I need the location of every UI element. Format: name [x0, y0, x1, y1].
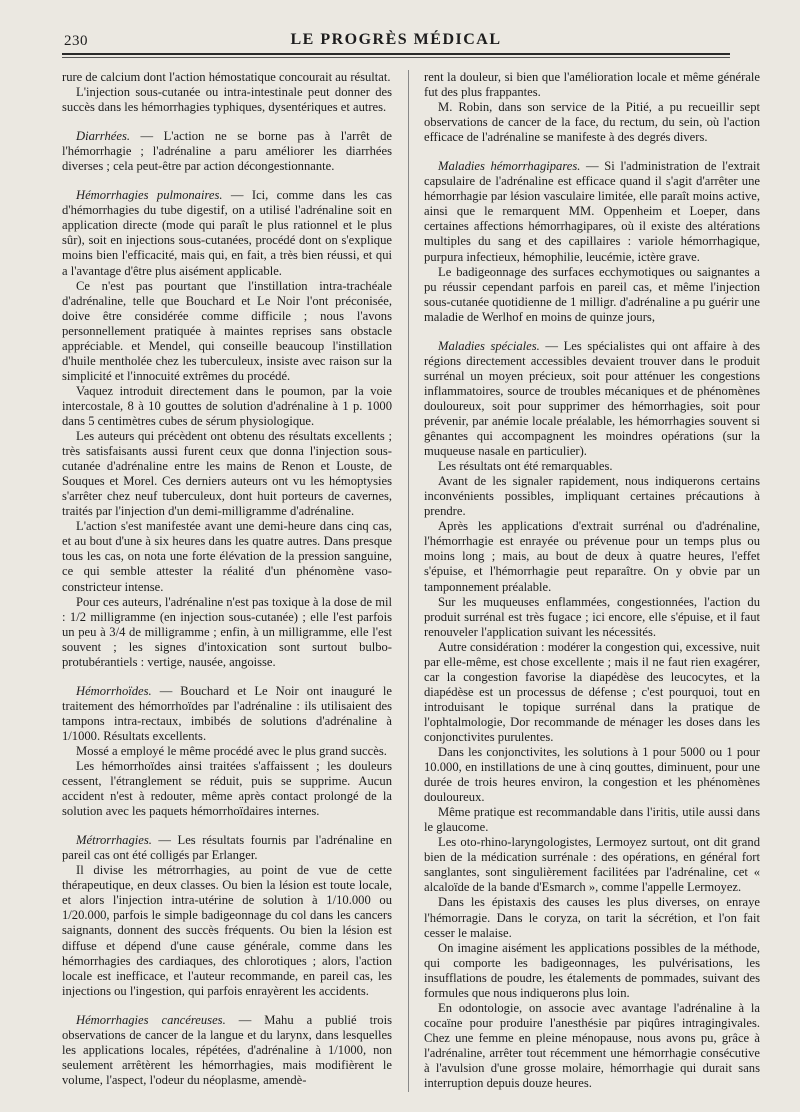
running-header — [62, 30, 730, 50]
paragraph — [62, 188, 392, 278]
paragraph — [62, 279, 392, 384]
section-heading: Maladies spéciales. — [438, 338, 540, 353]
paragraph-text: Les oto-rhino-laryngologistes, Lermoyez surtout, ont dit grand bien de la médication surrénale : des opérations, en général fort sanglantes, sont singulièrement facilitées par l'adrénaline, cet « alcaloïde de la bande d'Esmarch », comme l'appelle Lermoyez. — [424, 835, 760, 895]
paragraph-text: — Si l'administration de l'extrait capsulaire de l'adrénaline est efficace quand il s'agit d'arrêter une hémorrhagie par lésion vasculaire limitée, elle paraît moins active, ainsi que le remarquent MM. Oppenheim et Loeper, dans certaines affections hémorrhagipares, où il existe des altérations multiples du sang et des capillaires : variole hémorrhagique, purpura infectieux, hémophilie, leucémie, ictère grave. — [424, 159, 760, 264]
paragraph — [424, 159, 760, 264]
header-rule — [62, 53, 730, 55]
paragraph-text: Les auteurs qui précèdent ont obtenu des résultats excellents ; très satisfaisants aussi furent ceux que donna l'injection sous-cutanée d'adrénaline entre les mains de Renon et Louste, de Souques et Morel. Ces derniers auteurs ont vu les hémoptysies s'arrêter chez neuf tuberculeux, dont huit porteurs de cavernes, traités par l'injection d'un demi-milligramme d'adrénaline. — [62, 429, 392, 519]
paragraph-text: Les hémorrhoïdes ainsi traitées s'affaissent ; les douleurs cessent, l'étranglement se réduit, puis se supprime. Aucun accident n'est à redouter, même après contact prolongé de la solution avec les paquets hémorrhoïdaires internes. — [62, 759, 392, 819]
paragraph — [62, 684, 392, 744]
paragraph-text: — Les résultats fournis par l'adrénaline en pareil cas ont été colligés par Erlanger. — [62, 833, 392, 863]
paragraph-text: Pour ces auteurs, l'adrénaline n'est pas toxique à la dose de mil : 1/2 milligramme (en injection sous-cutanée) ; elle l'est parfois un peu à 3/4 de milligramme ; enfin, à un milligramme, elle l'est souvent ; les signes d'intoxication sont surtout bulbo-protubérantiels : vertige, nausée, angoisse. — [62, 594, 392, 669]
paragraph — [62, 759, 392, 819]
paragraph-text: M. Robin, dans son service de la Pitié, a pu recueillir sept observations de cancer de la face, du rectum, du sein, où l'action efficace de l'adrénaline se manifeste à des degrés divers. — [424, 100, 760, 145]
paragraph — [62, 744, 392, 759]
paragraph — [424, 595, 760, 640]
paragraph — [62, 70, 392, 85]
paragraph — [424, 835, 760, 895]
paragraph — [62, 85, 392, 115]
left-column — [62, 70, 392, 1092]
section-heading: Hémorrhoïdes. — [76, 683, 152, 698]
paragraph-text: Même pratique est recommandable dans l'iritis, utile aussi dans le glaucome. — [424, 805, 760, 835]
paragraph-text: Mossé a employé le même procédé avec le plus grand succès. — [76, 743, 387, 758]
paragraph — [62, 429, 392, 519]
paragraph-text: L'action s'est manifestée avant une demi-heure dans cinq cas, et au bout d'une à six heures dans les quatre autres. Dans presque tous les cas, on nota une forte élévation de la pression sanguine, ce qui semble attester la réalité d'un phénomène vaso-constricteur intense. — [62, 519, 392, 594]
paragraph — [424, 100, 760, 145]
section-heading: Hémorrhagies pulmonaires. — [76, 188, 223, 203]
section-heading: Hémorrhagies cancéreuses. — [76, 1012, 226, 1027]
paragraph-text: Dans les épistaxis des causes les plus diverses, on enraye l'hémorragie. Dans le coryza, on tarit la sécrétion, et l'on fait cesser le malaise. — [424, 895, 760, 940]
paragraph-text: Ce n'est pas pourtant que l'instillation intra-trachéale d'adrénaline, telle que Bouchard et Le Noir l'ont préconisée, doive être considérée comme difficile ; nous l'avons personnellement pratiquée à maintes reprises sans obstacle appréciable. et Mendel, qui conseille beaucoup l'instillation d'huile mentholée chez les tuberculeux, insiste avec raison sur la simplicité et l'innocuité extrêmes du procédé. — [62, 278, 392, 383]
paragraph-text: — Ici, comme dans les cas d'hémorrhagies du tube digestif, on a utilisé l'adrénaline soit en application directe (mode qui paraît le plus rationnel et le plus sûr), soit en injections sous-cutanées, procédé dont on s'explique moins bien l'efficacité, mais qui, en fait, a très bien réussi, et qui a l'avantage d'être plus aisément applicable. — [62, 188, 392, 278]
paragraph-text: Dans les conjonctivites, les solutions à 1 pour 5000 ou 1 pour 10.000, en instillations de une à cinq gouttes, diminuent, pour une durée de trois heures environ, la congestion et les phénomènes douloureux. — [424, 745, 760, 805]
paragraph-text: — L'action ne se borne pas à l'arrêt de l'hémorrhagie ; l'adrénaline a paru améliorer les diarrhées diverses ; cela peut-être par action décongestionnante. — [62, 129, 392, 174]
paragraph — [424, 519, 760, 594]
paragraph — [424, 70, 760, 100]
paragraph — [424, 640, 760, 745]
paragraph — [424, 265, 760, 325]
paragraph — [62, 384, 392, 429]
paragraph-text: L'injection sous-cutanée ou intra-intestinale peut donner des succès dans les hémorrhagies typhiques, dysentériques et autres. — [62, 85, 392, 115]
paragraph — [424, 474, 760, 519]
paragraph — [62, 863, 392, 998]
paragraph-text: rent la douleur, si bien que l'amélioration locale et même générale fut des plus frappantes. — [424, 70, 760, 100]
paragraph-text: En odontologie, on associe avec avantage l'adrénaline à la cocaïne pour produire l'anesthésie par piqûres intragingivales. Chez une femme en pleine ménopause, nous avons pu, grâce à l'adrénaline, arrêter tout récemment une hémorrhagie consécutive à l'avulsion d'une grosse molaire, hémorrhagie qui durait sans interruption depuis douze heures. — [424, 1000, 760, 1091]
paragraph-text: Autre considération : modérer la congestion qui, excessive, nuit par elle-même, est chose excellente ; mais il ne faut rien exagérer, car la congestion favorise la diapédèse des leucocytes, et la diapédèse est un processus de défense ; c'est pourquoi, tout en introduisant le topique surrénal dans la pratique de l'ophtalmologie, Dor recommande de ménager les doses dans les conjonctivites purulentes. — [424, 639, 760, 744]
section-heading: Maladies hémorrhagipares. — [438, 159, 581, 174]
paragraph-text: — Bouchard et Le Noir ont inauguré le traitement des hémorrhoïdes par l'adrénaline : ils utilisaient des tampons intra-rectaux, imbibés de solutions d'adrénaline à 1/1000. Résultats excellents. — [62, 683, 392, 743]
paragraph — [424, 459, 760, 474]
paragraph-text: Il divise les métrorrhagies, au point de vue de cette thérapeutique, en deux classes. Ou bien la lésion est toute locale, et alors l'injection intra-utérine de solution à 1/10.000 ou 1/20.000, parfois le simple badigeonnage du col dans les cancers saignants, donnent des succès fréquents. Ou bien la lésion est diffuse et dépend d'une cause générale, comme dans les hémorrhagies des cardiaques, des chlorotiques ; alors, l'action locale est inefficace, et l'auteur recommande, en pareil cas, les injections ou l'ingestion, qui parfois enrayèrent les accidents. — [62, 863, 392, 998]
journal-title: LE PROGRÈS MÉDICAL — [290, 31, 502, 48]
paragraph-text: Sur les muqueuses enflammées, congestionnées, l'action du produit surrénal est très fugace ; ici encore, elle s'épuise, et il faut renouveler l'application suivant les nécessités. — [424, 594, 760, 639]
paragraph — [424, 895, 760, 940]
paragraph-text: — Les spécialistes qui ont affaire à des régions directement accessibles devaient trouver dans le produit surrénal un moyen précieux, soit pour atténuer les congestions inflammatoires, source de troubles mécaniques et de phénomènes douloureux, soit pour supprimer des hémorrhagies, soit pour prévenir, par anémie locale préalable, les hémorrhagies souvent si gênantes qui accompagnent les moindres opérations (sur la muqueuse nasale en particulier). — [424, 338, 760, 459]
paragraph — [62, 1013, 392, 1088]
section-heading: Métrorrhagies. — [76, 833, 152, 848]
header-rule-thin — [62, 57, 730, 58]
paragraph — [424, 805, 760, 835]
paragraph-text: — Mahu a publié trois observations de cancer de la langue et du larynx, dans lesquelles les applications locales, répétées, d'adrénaline à 1/1000, non seulement arrêtèrent les hémorrhagies, mais modifièrent le volume, l'aspect, l'odeur du néoplasme, amendè- — [62, 1012, 392, 1087]
paragraph — [424, 1001, 760, 1091]
paragraph-text: Avant de les signaler rapidement, nous indiquerons certains inconvénients possibles, impliquant certaines précautions à prendre. — [424, 474, 760, 519]
paragraph-text: Après les applications d'extrait surrénal ou d'adrénaline, l'hémorrhagie est enrayée ou prévenue pour un temps plus ou moins long ; mais, au bout de deux à quatre heures, l'effet s'épuise, et l'hémorrhagie peut reparaître. On y obvie par un tamponnement préalable. — [424, 519, 760, 594]
paragraph-text: Vaquez introduit directement dans le poumon, par la voie intercostale, 8 à 10 gouttes de solution d'adrénaline à 1 p. 1000 dans 5 centimètres cubes de sérum physiologique. — [62, 383, 392, 428]
paragraph — [424, 745, 760, 805]
paragraph-text: On imagine aisément les applications possibles de la méthode, qui comporte les badigeonnages, les pulvérisations, les insufflations de poudre, les étalements de pommades, suivant des formules que nous indiquerons plus loin. — [424, 940, 760, 1000]
paragraph-text: rure de calcium dont l'action hémostatique concourait au résultat. — [62, 70, 391, 84]
page-number: 230 — [64, 33, 88, 49]
right-column — [424, 70, 760, 1092]
paragraph — [424, 941, 760, 1001]
paragraph — [62, 833, 392, 863]
paragraph — [62, 129, 392, 174]
paragraph-text: Le badigeonnage des surfaces ecchymotiques ou saignantes a pu réussir cependant parfois en pareil cas, et même l'injection sous-cutanée quotidienne de 1 milligr. d'adrénaline a pu guérir une maladie de Werlhof en moins de quinze jours, — [424, 264, 760, 324]
column-divider — [408, 70, 409, 1092]
paragraph — [62, 595, 392, 670]
section-heading: Diarrhées. — [76, 129, 130, 144]
paragraph — [424, 339, 760, 459]
paragraph — [62, 519, 392, 594]
paragraph-text: Les résultats ont été remarquables. — [438, 459, 613, 474]
